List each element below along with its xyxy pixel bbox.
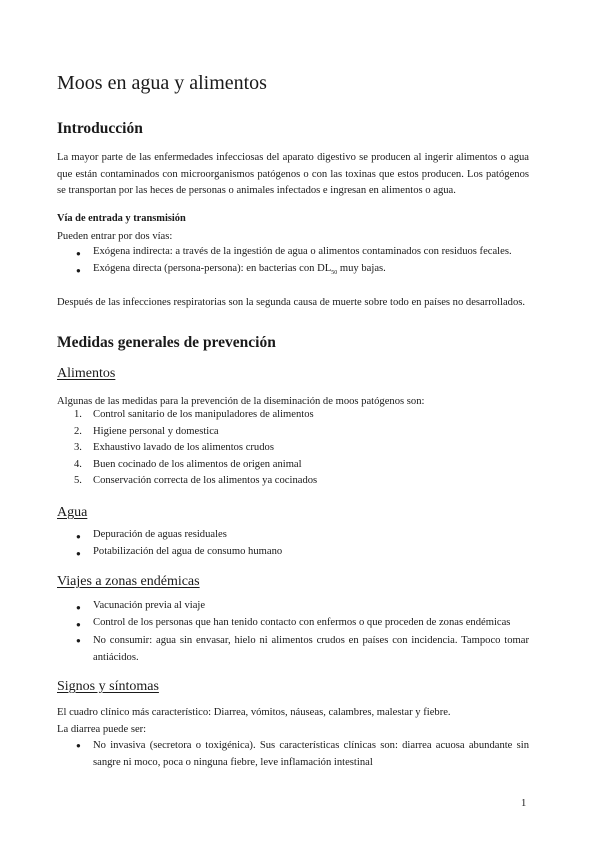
alimentos-heading: Alimentos bbox=[57, 366, 116, 381]
list-item: Control sanitario de los manipuladores de alimentos bbox=[93, 409, 314, 420]
signos-line: La diarrea puede ser: bbox=[57, 724, 147, 735]
signos-heading: Signos y síntomas bbox=[57, 679, 159, 694]
bullet-icon: ● bbox=[76, 532, 81, 541]
transmission-subheading: Vía de entrada y transmisión bbox=[57, 213, 186, 224]
list-number: 2. bbox=[74, 426, 82, 437]
alimentos-lead: Algunas de las medidas para la prevención de la diseminación de moos patógenos son: bbox=[57, 396, 425, 407]
list-item: No invasiva (secretora o toxigénica). Sus características clínicas son: diarrea acuosa abundante sin sangre ni moco, poca o ninguna fiebre, leve inflamación intestinal bbox=[93, 740, 529, 768]
list-item: Exhaustivo lavado de los alimentos crudos bbox=[93, 442, 274, 453]
page-title: Moos en agua y alimentos bbox=[57, 72, 267, 94]
list-item bbox=[93, 263, 386, 276]
intro-closing: Después de las infecciones respiratorias son la segunda causa de muerte sobre todo en países no desarrollados. bbox=[57, 297, 526, 308]
list-item: Buen cocinado de los alimentos de origen animal bbox=[93, 459, 302, 470]
list-item: Control de los personas que han tenido contacto con enfermos o que proceden de zonas endémicas bbox=[93, 617, 511, 628]
list-item-suffix: muy bajas. bbox=[337, 263, 386, 274]
bullet-icon: ● bbox=[76, 266, 81, 275]
list-item: No consumir: agua sin envasar, hielo ni alimentos crudos en países con incidencia. Tampoco tomar antiácidos. bbox=[93, 635, 529, 663]
transmission-lead: Pueden entrar por dos vías: bbox=[57, 231, 173, 242]
bullet-icon: ● bbox=[76, 741, 81, 750]
list-number: 5. bbox=[74, 475, 82, 486]
page-number: 1 bbox=[521, 798, 527, 809]
viajes-heading: Viajes a zonas endémicas bbox=[57, 574, 200, 589]
dl-subscript: 50 bbox=[331, 270, 338, 277]
prevention-heading: Medidas generales de prevención bbox=[57, 334, 276, 351]
intro-paragraph: La mayor parte de las enfermedades infecciosas del aparato digestivo se producen al ingerir alimentos o agua que están contaminados con microorganismos patógenos o con las toxinas que estos producen. Los patógenos se transportan por las heces de personas o animales infectados e ingresan en alimentos o agua. bbox=[57, 152, 529, 196]
bullet-icon: ● bbox=[76, 549, 81, 558]
intro-heading: Introducción bbox=[57, 120, 143, 137]
list-item: Depuración de aguas residuales bbox=[93, 529, 227, 540]
list-item: Potabilización del agua de consumo humano bbox=[93, 546, 283, 557]
bullet-icon: ● bbox=[76, 620, 81, 629]
bullet-icon: ● bbox=[76, 249, 81, 258]
agua-heading: Agua bbox=[57, 505, 88, 520]
list-item: Conservación correcta de los alimentos ya cocinados bbox=[93, 475, 318, 486]
list-item: Vacunación previa al viaje bbox=[93, 600, 206, 611]
signos-line: El cuadro clínico más característico: Diarrea, vómitos, náuseas, calambres, malestar y fiebre. bbox=[57, 707, 451, 718]
list-number: 1. bbox=[74, 409, 82, 420]
list-number: 4. bbox=[74, 459, 82, 470]
list-item: Exógena indirecta: a través de la ingestión de agua o alimentos contaminados con residuos fecales. bbox=[93, 246, 512, 257]
list-item: Higiene personal y domestica bbox=[93, 426, 219, 437]
bullet-icon: ● bbox=[76, 603, 81, 612]
bullet-icon: ● bbox=[76, 636, 81, 645]
list-number: 3. bbox=[74, 442, 82, 453]
list-item-text: Exógena directa (persona-persona): en bacterias con DL bbox=[93, 263, 332, 274]
